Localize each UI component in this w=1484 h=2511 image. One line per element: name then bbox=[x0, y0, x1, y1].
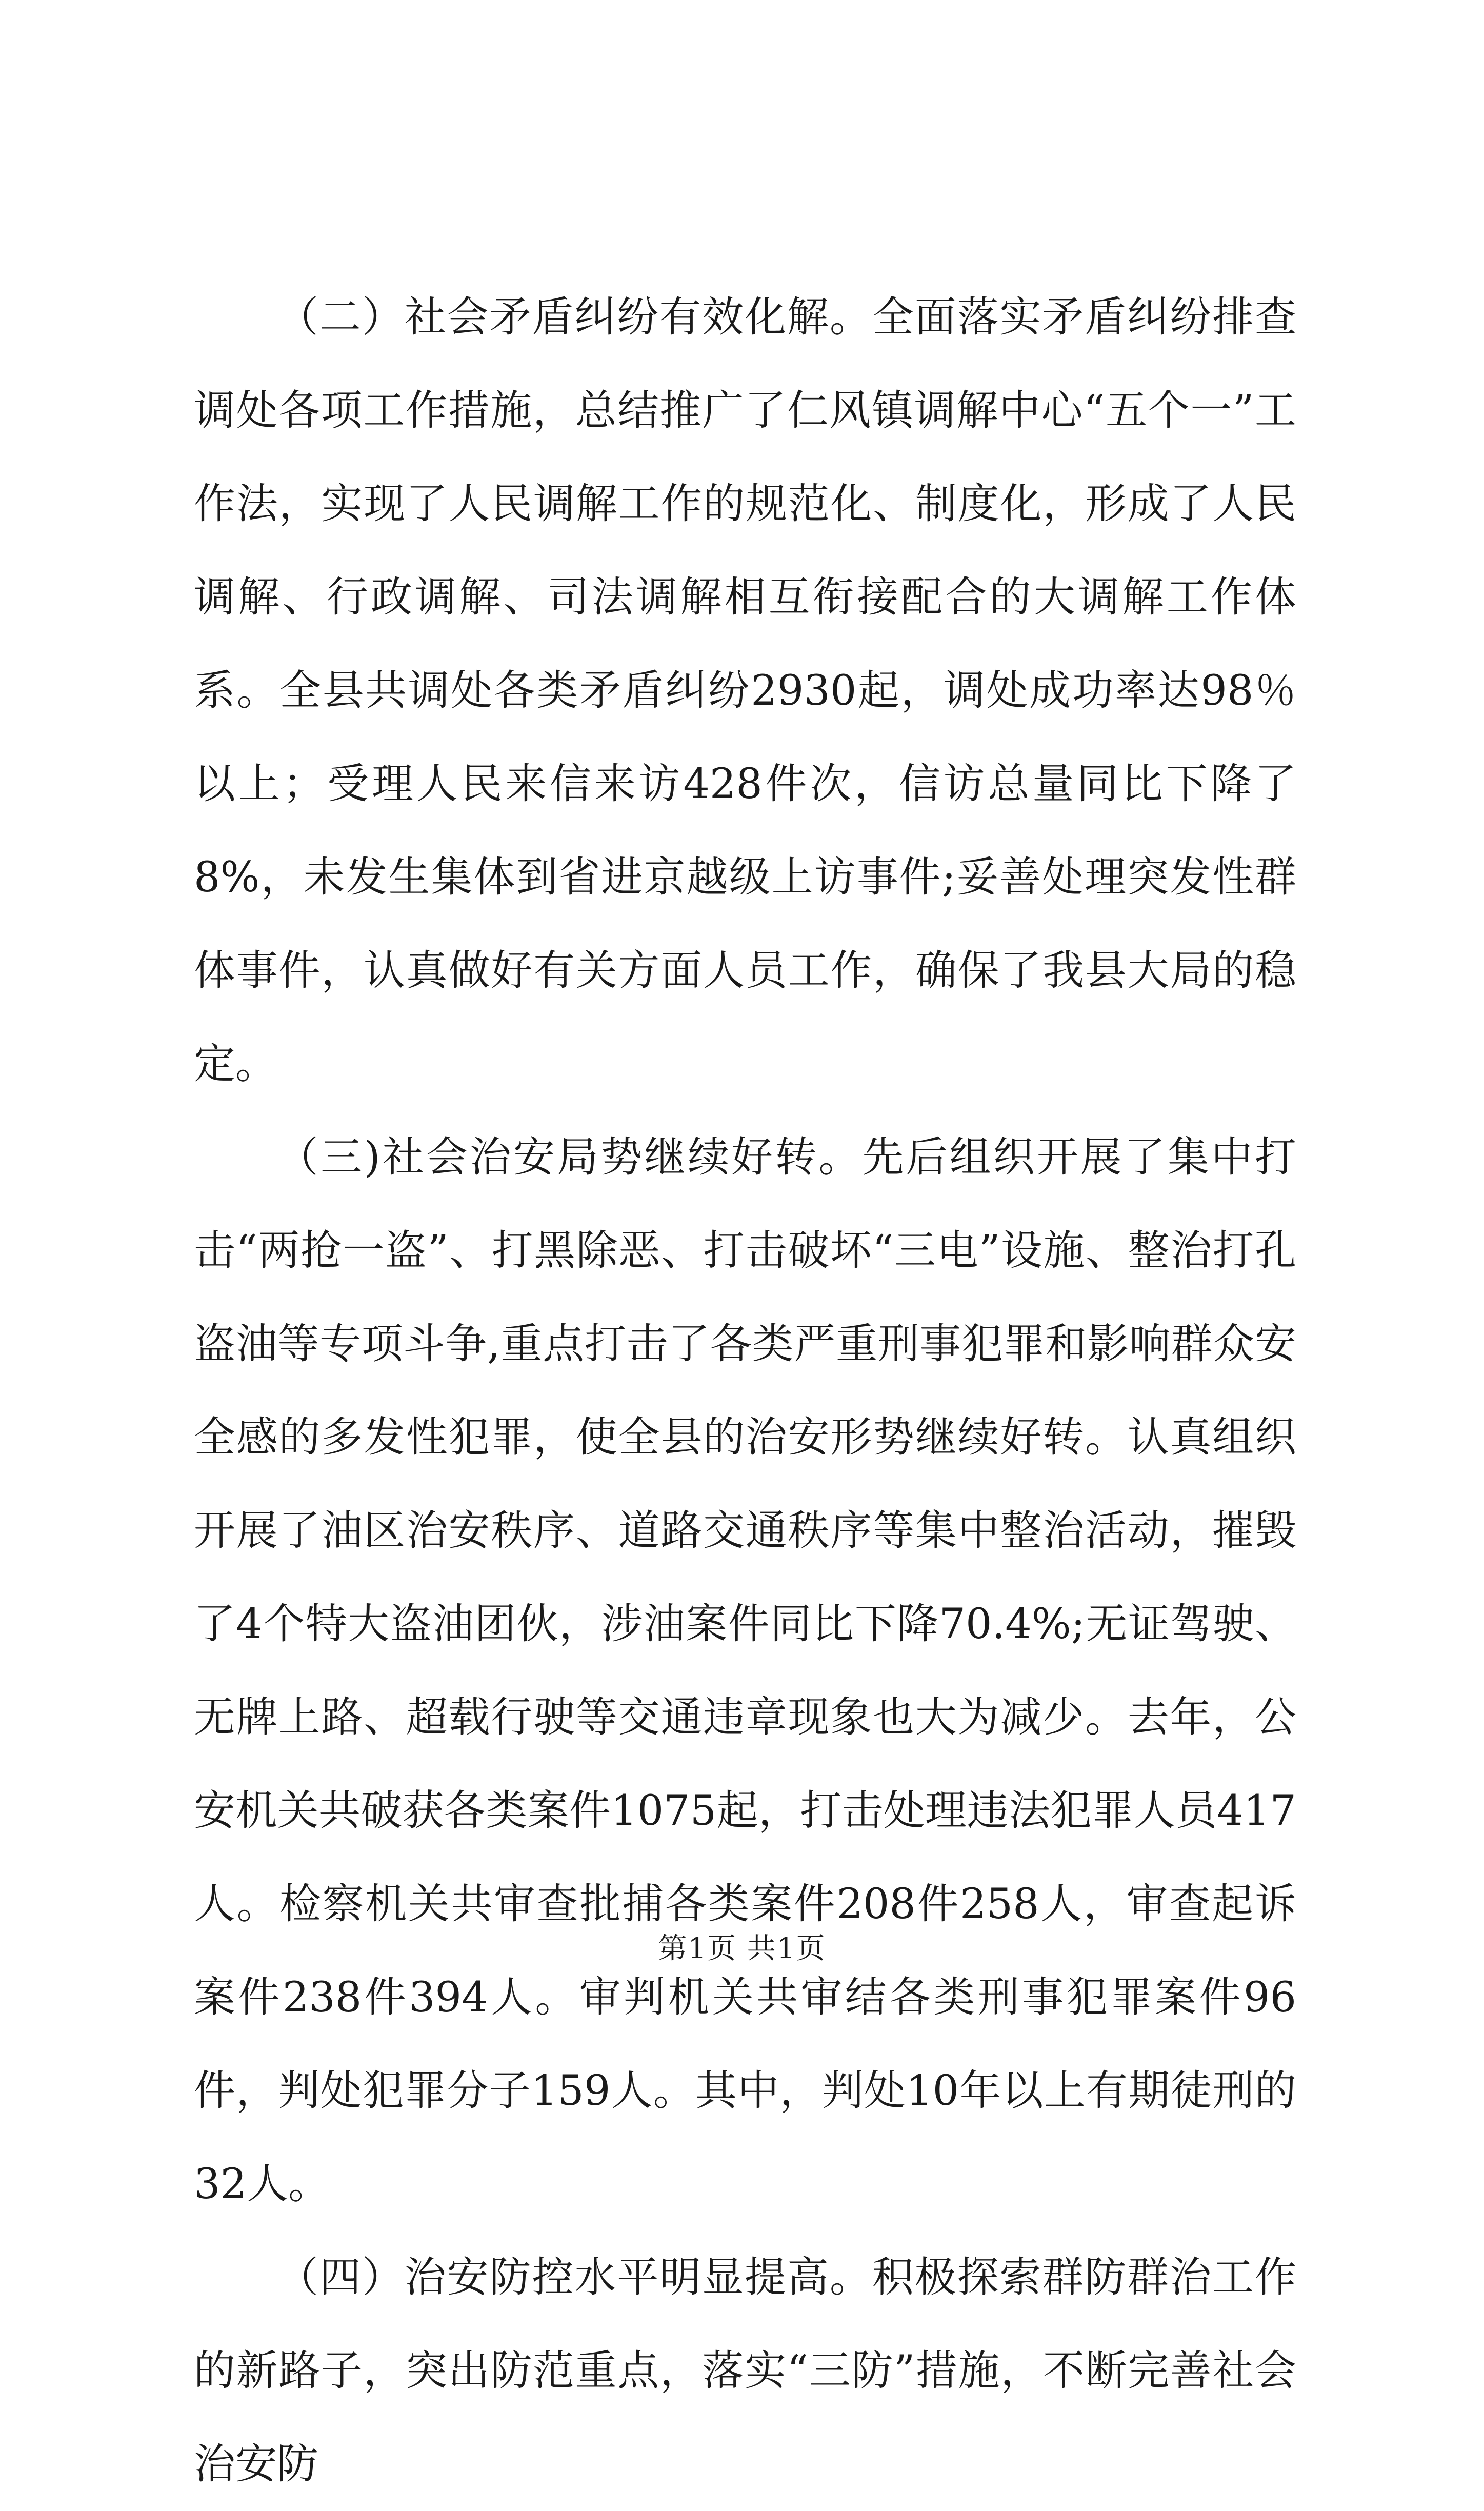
paragraph-4-prevention-control: （四）治安防控水平明显提高。积极探索群防群治工作的新路子，突出防范重点，落实“三防”措施，不断完善社会治安防 bbox=[194, 2254, 1296, 2488]
page-number-footer: 第1页 共1页 bbox=[658, 1932, 826, 1965]
paragraph-3-public-security: （三)社会治安局势继续好转。先后组织开展了集中打击“两抢一盗”、打黑除恶、打击破坏“三电”设施、整治打孔盗油等专项斗争,重点打击了各类严重刑事犯罪和影响群众安全感的多发性犯罪，使全县的治安形势继续好转。认真组织开展了油区治安秩序、道路交通秩序等集中整治活动，摧毁了4个特大盗油团伙，涉油案件同比下降70.4%;无证驾驶、无牌上路、超载行驶等交通违章现象也大为减少。去年，公安机关共破获各类案件1075起，打击处理违法犯罪人员417人。检察机关共审查批捕各类案件208件258人，审查起诉案件238件394人。审判机关共审结各类刑事犯罪案件96件，判处犯罪分子159人。其中，判处10年以上有期徒刑的32人。 bbox=[194, 1133, 1296, 2208]
paragraph-2-dispute-resolution: （二）社会矛盾纠纷有效化解。全面落实矛盾纠纷排查调处各项工作措施，总结推广了仁风镇调解中心“五个一”工作法，实现了人民调解工作的规范化、制度化，形成了人民调解、行政调解、司法调解相互衔接配合的大调解工作体系。全县共调处各类矛盾纠纷2930起，调处成功率达98％以上；受理人民来信来访428件次，信访总量同比下降了8%，未发生集体到省进京越级上访事件;妥善处理突发性群体事件，认真做好有关方面人员工作，确保了我县大局的稳定。 bbox=[194, 293, 1296, 1088]
document-body bbox=[194, 271, 1296, 2511]
